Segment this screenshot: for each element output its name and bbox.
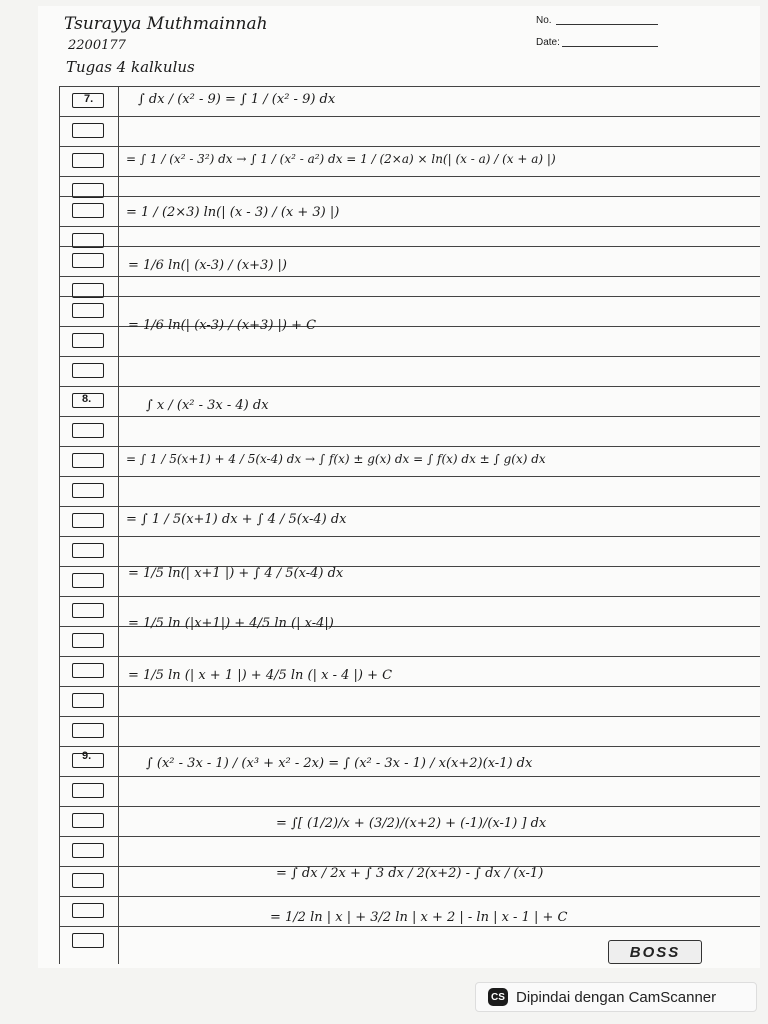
ruled-line [60,686,760,687]
problem-9-line-2: = ∫[ (1/2)/x + (3/2)/(x+2) + (-1)/(x-1) ] dx [276,816,547,831]
problem-8-line-3: = ∫ 1 / 5(x+1) dx + ∫ 4 / 5(x-4) dx [126,512,347,527]
problem-9-line-4: = 1/2 ln | x | + 3/2 ln | x + 2 | - ln | x - 1 | + C [270,910,568,925]
assignment-title: Tugas 4 kalkulus [66,58,195,76]
row-box [72,453,104,468]
problem-9-line-3: = ∫ dx / 2x + ∫ 3 dx / 2(x+2) - ∫ dx / (x-1) [276,866,544,881]
ruled-line [60,416,760,417]
row-box [72,253,104,268]
ruled-line [60,806,760,807]
ruled-line [60,246,760,247]
ruled-line [60,746,760,747]
problem-7-line-1: ∫ dx / (x² - 9) = ∫ 1 / (x² - 9) dx [138,92,336,107]
problem-7-line-5: = 1/6 ln(| (x-3) / (x+3) |) + C [128,318,317,333]
row-box [72,203,104,218]
row-box [72,603,104,618]
problem-8-line-6: = 1/5 ln (| x + 1 |) + 4/5 ln (| x - 4 |) + C [128,668,393,683]
no-line [556,24,658,25]
problem-9-line-1: ∫ (x² - 3x - 1) / (x³ + x² - 2x) = ∫ (x² - 3x - 1) / x(x+2)(x-1) dx [146,756,533,771]
ruled-line [60,226,760,227]
boss-stamp-logo: BOSS [608,940,702,964]
row-box [72,423,104,438]
row-box [72,843,104,858]
row-box [72,153,104,168]
ruled-line [60,446,760,447]
row-box [72,723,104,738]
row-box [72,873,104,888]
row-box [72,183,104,198]
problem-8-line-4: = 1/5 ln(| x+1 |) + ∫ 4 / 5(x-4) dx [128,566,344,581]
row-box [72,363,104,378]
ruled-line [60,176,760,177]
camscanner-footer [475,982,757,1012]
ruled-line [60,356,760,357]
row-box [72,933,104,948]
student-id: 2200177 [68,38,126,53]
no-label: No. [536,15,552,26]
ruled-line [60,276,760,277]
ruled-line [60,506,760,507]
ruled-line [60,476,760,477]
date-line [562,46,658,47]
problem-7-line-4: = 1/6 ln(| (x-3) / (x+3) |) [128,258,287,273]
date-label: Date: [536,37,560,48]
row-box [72,663,104,678]
row-box [72,303,104,318]
row-box [72,333,104,348]
ruled-line [60,536,760,537]
row-box [72,903,104,918]
ruled-line [60,386,760,387]
ruled-line [60,146,760,147]
ruled-line [60,776,760,777]
problem-7-line-3: = 1 / (2×3) ln(| (x - 3) / (x + 3) |) [126,205,340,220]
problem-number-8: 8. [82,393,92,405]
row-box [72,123,104,138]
ruled-line [60,656,760,657]
ruled-line [60,86,760,87]
student-name: Tsurayya Muthmainnah [64,14,268,34]
ruled-line [60,196,760,197]
problem-8-line-2: = ∫ 1 / 5(x+1) + 4 / 5(x-4) dx → ∫ f(x) ± g(x) dx = ∫ f(x) dx ± ∫ g(x) dx [126,452,546,466]
row-box [72,693,104,708]
problem-number-7: 7. [84,93,94,105]
margin-line [118,86,119,964]
left-border-line [59,86,60,964]
ruled-line [60,926,760,927]
row-box [72,783,104,798]
ruled-line [60,116,760,117]
camscanner-label: Dipindai dengan CamScanner [516,988,717,1006]
ruled-line [60,296,760,297]
ruled-line [60,896,760,897]
row-box [72,813,104,828]
camscanner-logo-icon: CS [488,988,508,1006]
row-box [72,543,104,558]
ruled-line [60,596,760,597]
row-box [72,233,104,248]
row-box [72,513,104,528]
row-box [72,633,104,648]
problem-number-9: 9. [82,750,92,762]
row-box [72,573,104,588]
row-box [72,483,104,498]
row-box [72,283,104,298]
ruled-line [60,716,760,717]
problem-8-line-5: = 1/5 ln (|x+1|) + 4/5 ln (| x-4|) [128,616,334,631]
ruled-line [60,836,760,837]
problem-8-line-1: ∫ x / (x² - 3x - 4) dx [146,398,269,413]
problem-7-line-2: = ∫ 1 / (x² - 3²) dx → ∫ 1 / (x² - a²) dx = 1 / (2×a) × ln(| (x - a) / (x + a) |) [126,152,556,166]
